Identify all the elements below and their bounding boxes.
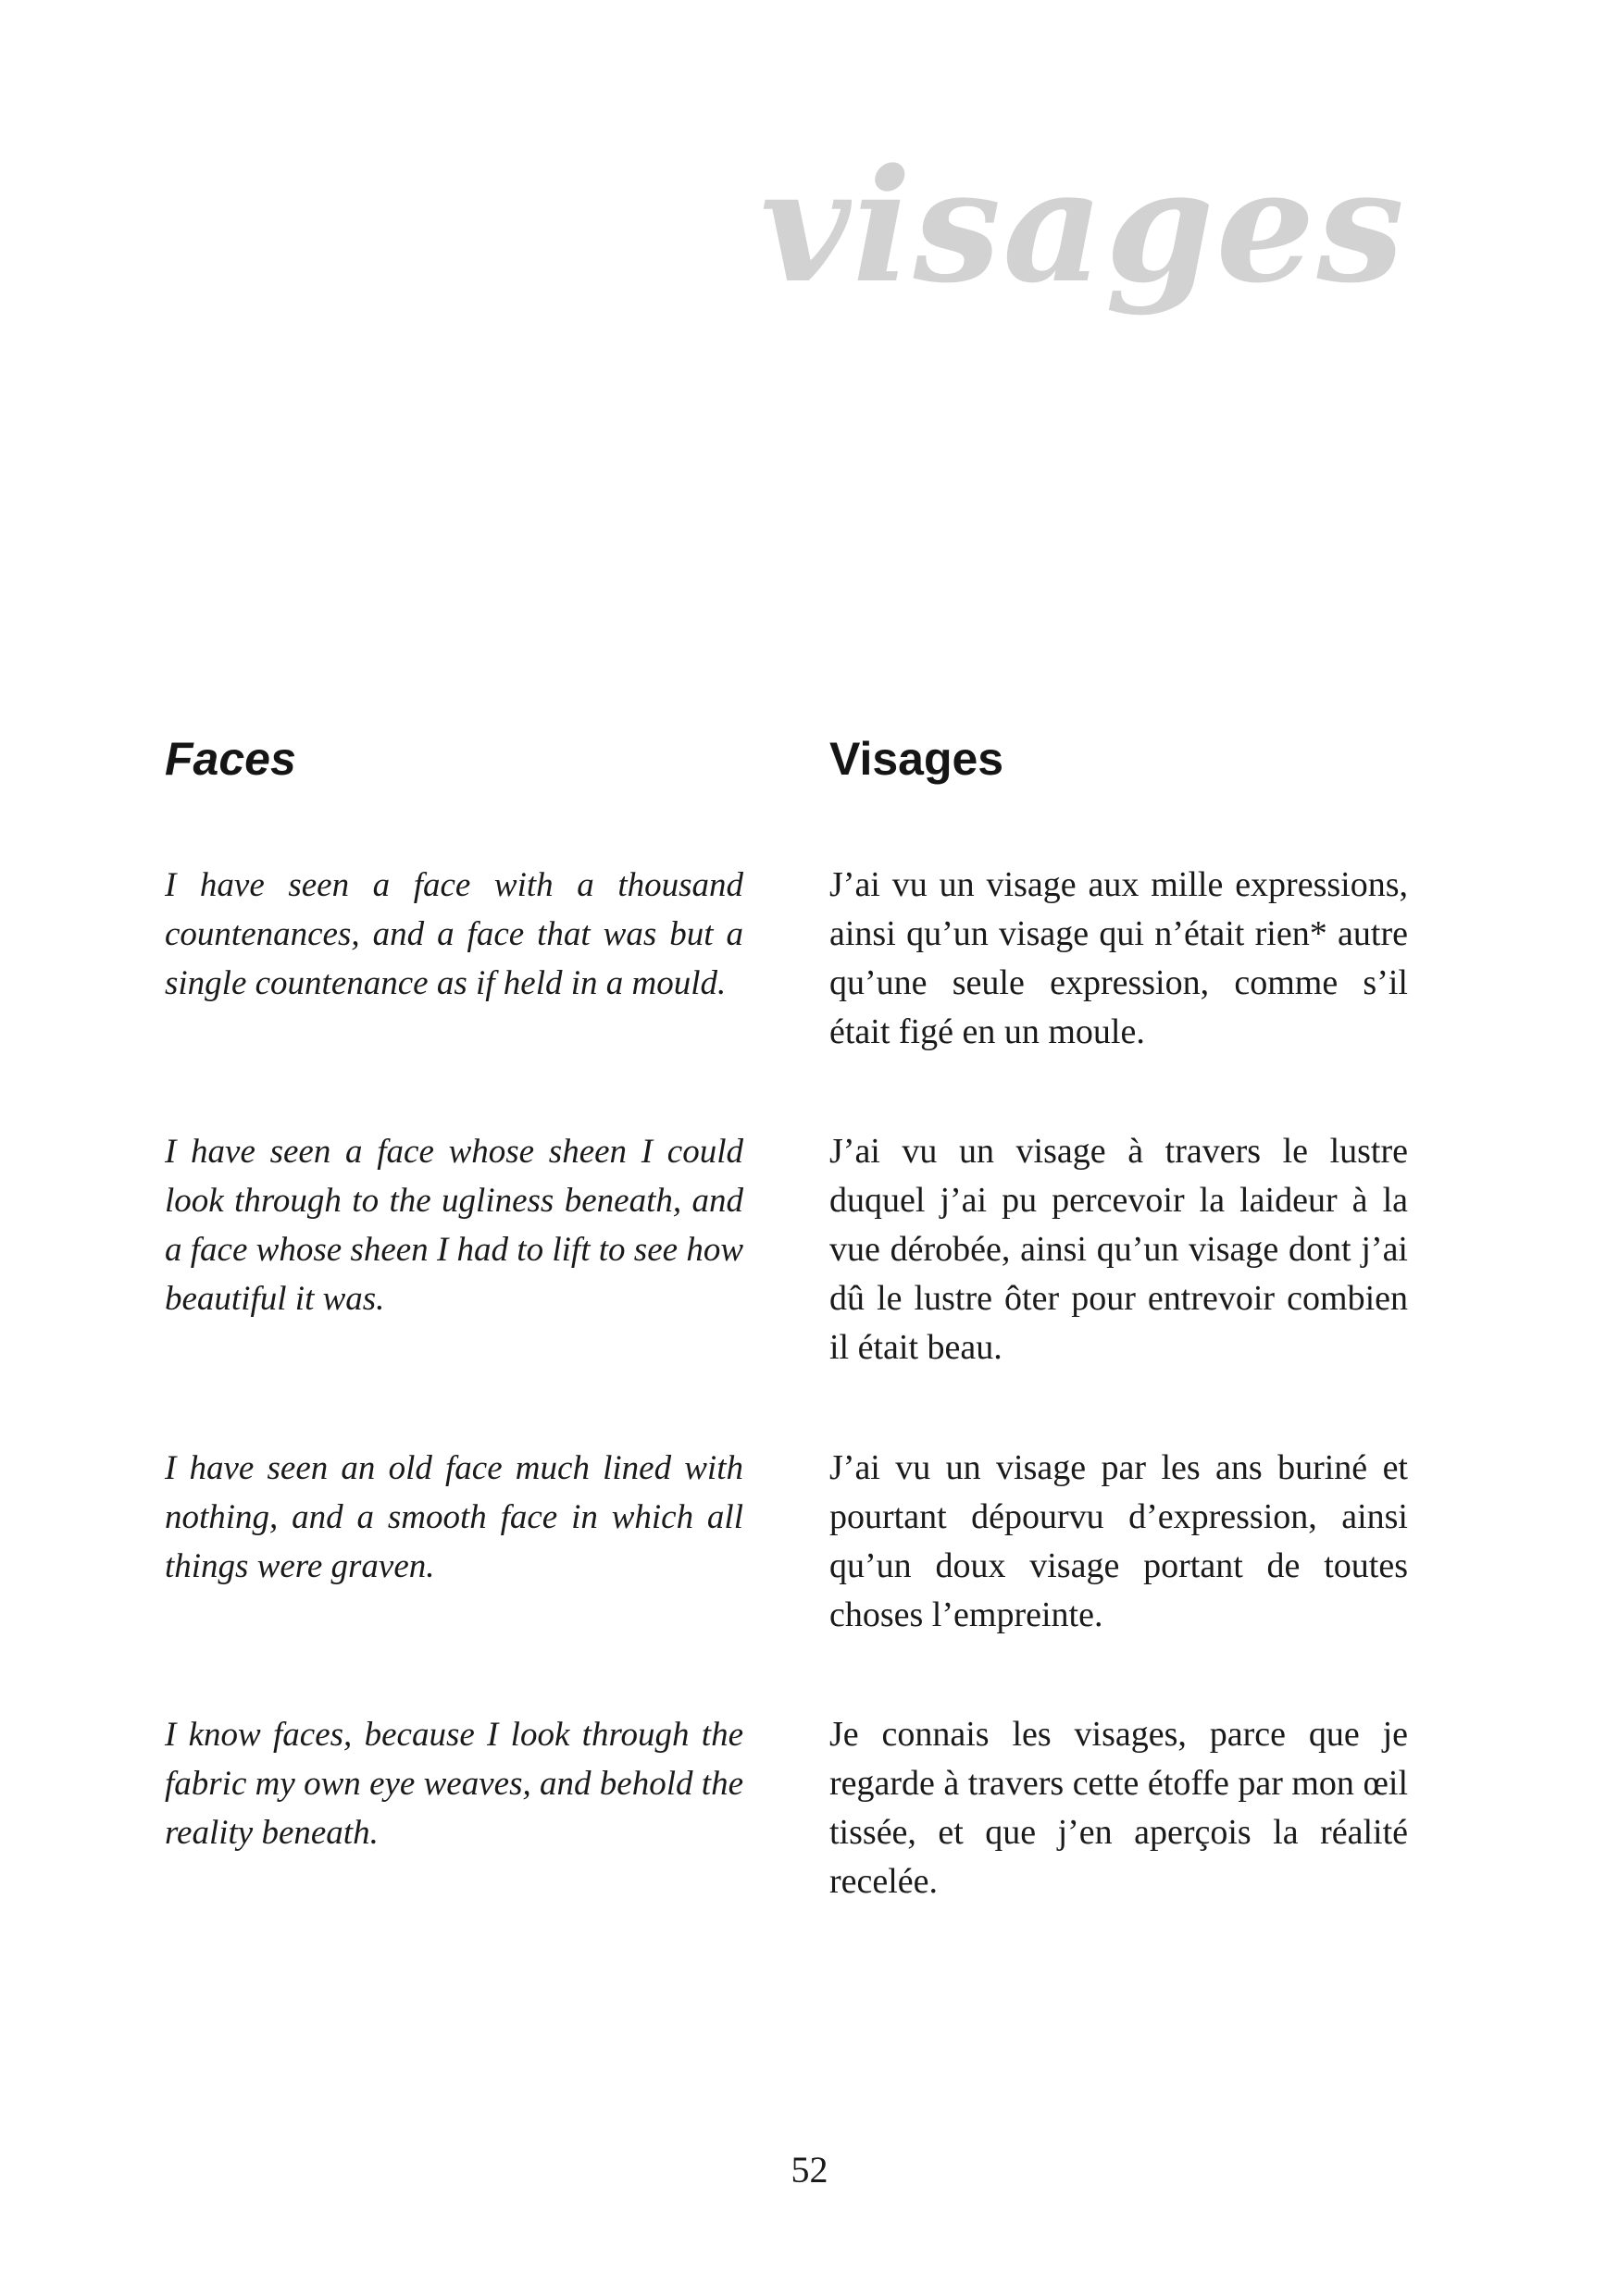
chapter-title: visages [760,134,1406,317]
french-stanza-4: Je connais les visages, parce que je regarde à travers cette étoffe par mon œil tissée, et que j’en aperçois la réalité recelée. [829,1715,1408,1901]
english-poem-heading: Faces [165,733,296,785]
english-column [165,731,743,1852]
french-stanza-1: J’ai vu un visage aux mille expressions, ainsi qu’un visage qui n’était rien* autre qu’une seule expression, comme s’il était figé en un moule. [829,865,1408,1051]
english-stanza-3: I have seen an old face much lined with nothing, and a smooth face in which all things were graven. [165,1449,743,1585]
french-stanza-3: J’ai vu un visage par les ans buriné et pourtant dépourvu d’expression, ainsi qu’un doux visage portant de toutes choses l’empreinte. [829,1448,1408,1634]
english-stanza-2: I have seen a face whose sheen I could look through to the ugliness beneath, and a face whose sheen I had to lift to see how beautiful it was. [165,1133,743,1318]
french-poem-heading: Visages [829,733,1004,785]
page-number: 52 [791,2149,828,2191]
french-stanza-2: J’ai vu un visage à travers le lustre duquel j’ai pu percevoir la laideur à la vue dérobée, ainsi qu’un visage dont j’ai dû le lustre ôter pour entrevoir combien il était beau. [829,1132,1408,1367]
english-stanza-4: I know faces, because I look through the fabric my own eye weaves, and behold the reality beneath. [165,1716,743,1852]
french-column [829,731,1408,1901]
english-stanza-1: I have seen a face with a thousand countenances, and a face that was but a single countenance as if held in a mould. [165,866,743,1002]
